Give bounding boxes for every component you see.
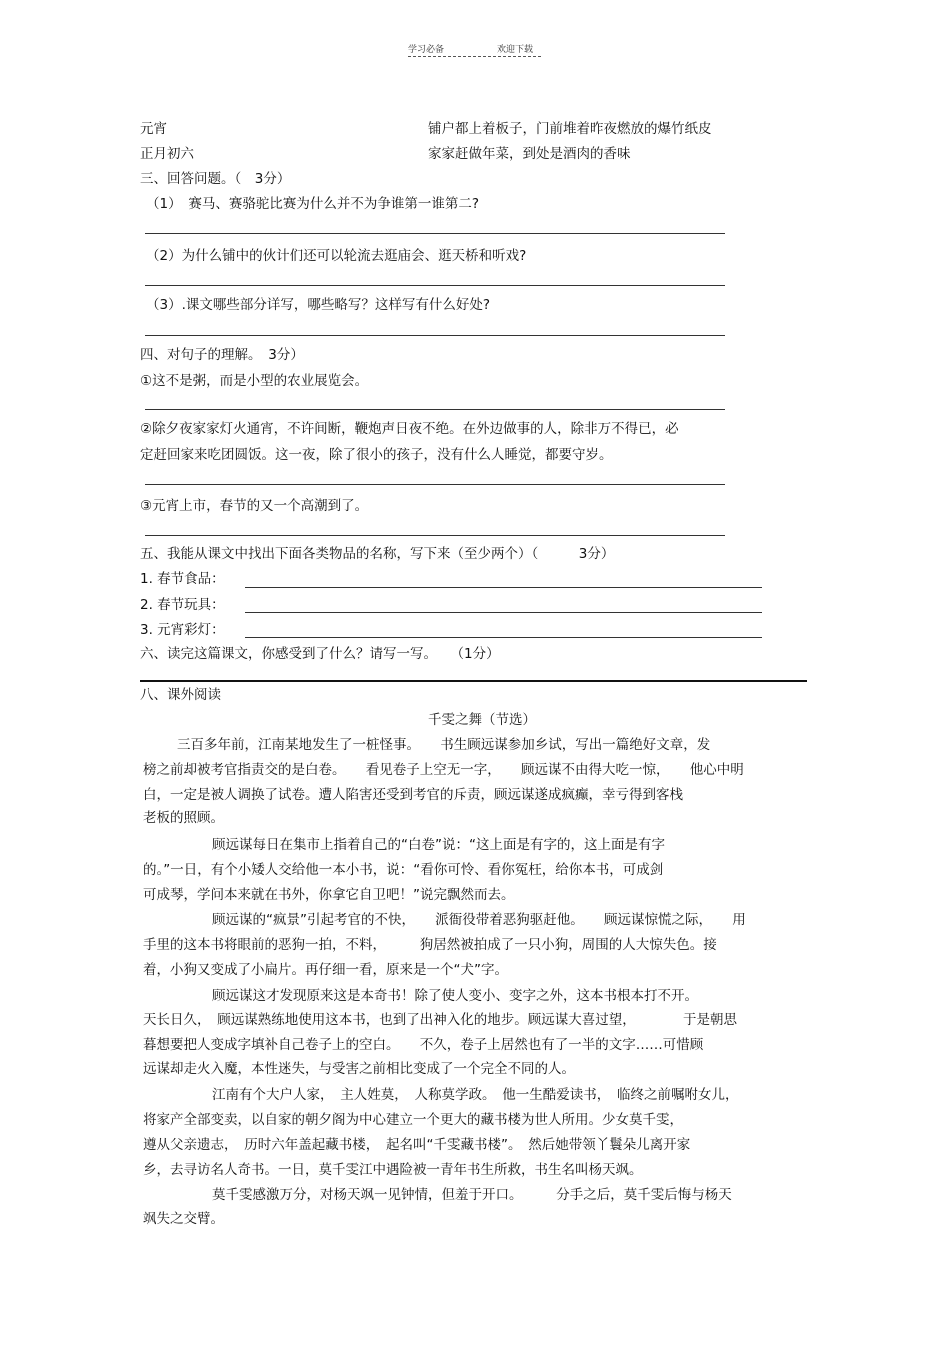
passage-line: 顾远谋的“疯景”引起考官的不快， 派衙役带着恶狗驱赶他。 顾远谋惊慌之际， 用 <box>212 912 746 928</box>
fill-line <box>245 637 762 638</box>
section6-title: 六、读完这篇课文，你感受到了什么？请写一写。 （1分） <box>140 646 500 662</box>
section3-question-3: （3）.课文哪些部分详写，哪些略写？这样写有什么好处? <box>146 297 491 313</box>
passage-line: 三百多年前，江南某地发生了一桩怪事。 书生顾远谋参加乡试，写出一篇绝好文章，发 <box>177 737 711 753</box>
answer-line <box>145 233 725 234</box>
passage-line: 莫千雯感激万分，对杨天飒一见钟情，但羞于开口。 分手之后，莫千雯后悔与杨天 <box>212 1187 732 1203</box>
match-left-2: 正月初六 <box>140 146 194 162</box>
header-left-text: 学习必备 <box>408 45 445 55</box>
passage-line: 老板的照顾。 <box>143 810 224 826</box>
passage-line: 榜之前却被考官指责交的是白卷。 看见卷子上空无一字， 顾远谋不由得大吃一惊， 他心中明 <box>143 762 744 778</box>
item-label-food: 1. 春节食品： <box>140 571 225 587</box>
passage-line: 遵从父亲遗志， 历时六年盖起藏书楼， 起名叫“千雯藏书楼”。 然后她带领丫鬟朵儿离开家 <box>143 1137 691 1153</box>
passage-line: 着，小狗又变成了小扁片。再仔细一看，原来是一个“犬”字。 <box>143 962 508 978</box>
answer-line <box>145 535 725 536</box>
section3-question-2: （2）为什么铺中的伙计们还可以轮流去逛庙会、逛天桥和听戏? <box>146 248 527 264</box>
answer-line <box>145 285 725 286</box>
section8-title: 八、课外阅读 <box>140 687 221 703</box>
passage-line: 白，一定是被人调换了试卷。遭人陷害还受到考官的斥责，顾远谋遂成疯癫，幸亏得到客栈 <box>143 787 683 803</box>
passage-line: 顾远谋这才发现原来这是本奇书！除了使人变小、变字之外，这本书根本打不开。 <box>212 988 698 1004</box>
passage-line: 天长日久， 顾远谋熟练地使用这本书，也到了出神入化的地步。顾远谋大喜过望， 于是朝思 <box>143 1012 737 1028</box>
passage-line: 乡，去寻访名人奇书。一日，莫千雯江中遇险被一青年书生所救，书生名叫杨天飒。 <box>143 1162 643 1178</box>
passage-line: 暮想要把人变成字填补自己卷子上的空白。 不久，卷子上居然也有了一半的文字……可惜顾 <box>143 1037 704 1053</box>
fill-line <box>245 587 762 588</box>
passage-line: 远谋却走火入魔，本性迷失，与受害之前相比变成了一个完全不同的人。 <box>143 1061 575 1077</box>
section3-question-1: （1） 赛马、赛骆驼比赛为什么并不为争谁第一谁第二? <box>146 196 480 212</box>
sentence-2-line-2: 定赶回家来吃团圆饭。这一夜，除了很小的孩子，没有什么人睡觉，都要守岁。 <box>140 447 613 463</box>
passage-line: 的。”一日，有个小矮人交给他一本小书，说：“看你可怜、看你冤枉，给你本书，可成剑 <box>143 862 664 878</box>
passage-line: 可成琴，学问本来就在书外，你拿它自卫吧！”说完飘然而去。 <box>143 887 515 903</box>
passage-line: 将家产全部变卖，以自家的朝夕阁为中心建立一个更大的藏书楼为世人所用。少女莫千雯， <box>143 1112 683 1128</box>
answer-line <box>145 409 725 410</box>
passage-line: 飒失之交臂。 <box>143 1211 224 1227</box>
sentence-3: ③元宵上市，春节的又一个高潮到了。 <box>140 498 369 514</box>
section5-title: 五、我能从课文中找出下面各类物品的名称，写下来（至少两个）（ 3分） <box>140 546 615 562</box>
header-divider <box>408 56 541 57</box>
match-right-1: 铺户都上着板子，门前堆着昨夜燃放的爆竹纸皮 <box>428 121 712 137</box>
item-label-lanterns: 3. 元宵彩灯： <box>140 622 225 638</box>
sentence-2-line-1: ②除夕夜家家灯火通宵，不许间断，鞭炮声日夜不绝。在外边做事的人，除非万不得已，必 <box>140 421 679 437</box>
match-right-2: 家家赶做年菜，到处是酒肉的香味 <box>428 146 631 162</box>
fill-line <box>245 612 762 613</box>
passage-title: 千雯之舞（节选） <box>428 712 536 728</box>
match-left-1: 元宵 <box>140 121 167 137</box>
section-divider <box>140 680 807 682</box>
passage-line: 江南有个大户人家， 主人姓莫， 人称莫学政。 他一生酷爱读书， 临终之前嘱咐女儿， <box>212 1087 739 1103</box>
sentence-1: ①这不是粥，而是小型的农业展览会。 <box>140 373 369 389</box>
answer-line <box>145 335 725 336</box>
section4-title: 四、对句子的理解。 3分） <box>140 347 304 363</box>
item-label-toys: 2. 春节玩具： <box>140 597 225 613</box>
header-right-text: 欢迎下载 <box>497 45 534 55</box>
passage-line: 手里的这本书将眼前的恶狗一拍，不料， 狗居然被拍成了一只小狗，周围的人大惊失色。接 <box>143 937 717 953</box>
section3-title: 三、回答问题。（ 3分） <box>140 171 291 187</box>
answer-line <box>145 484 725 485</box>
passage-line: 顾远谋每日在集市上指着自己的“白卷”说：“这上面是有字的，这上面是有字 <box>212 837 665 853</box>
